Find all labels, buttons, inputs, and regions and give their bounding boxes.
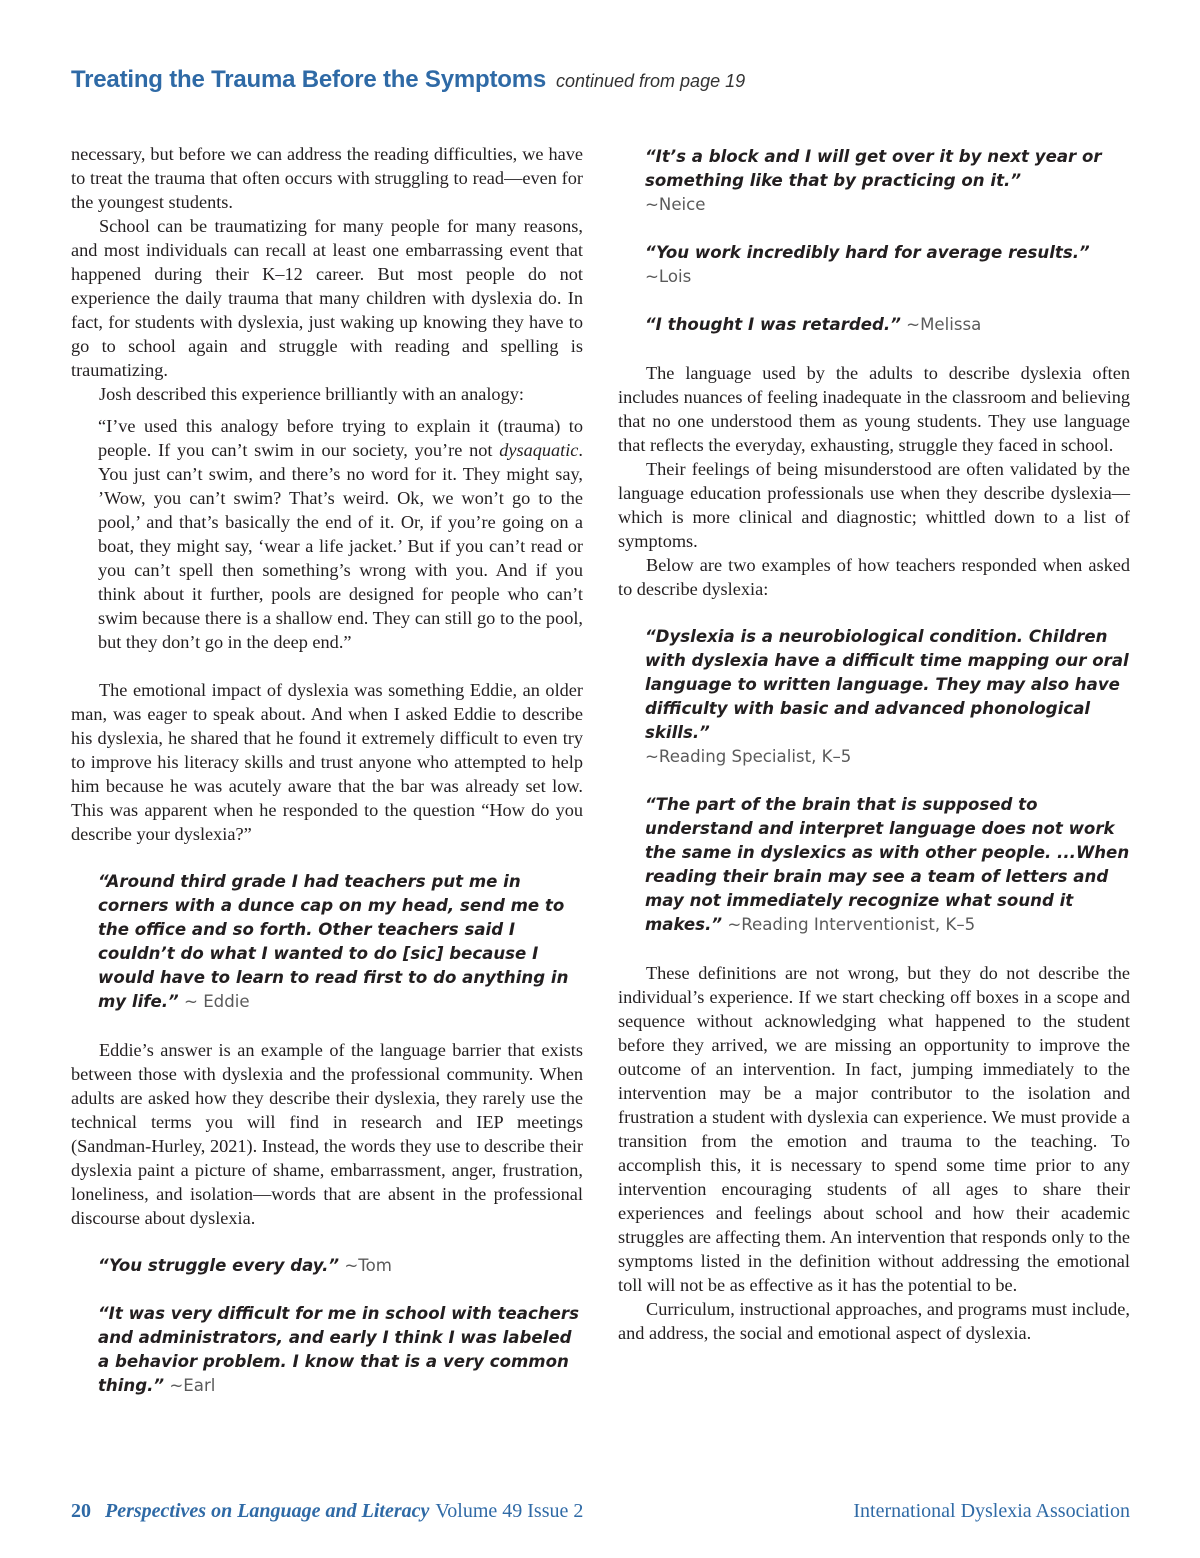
quote-attribution: ~Lois — [645, 267, 692, 286]
quote-attribution: ~Tom — [344, 1256, 392, 1275]
quote-attribution: ~Neice — [645, 195, 706, 214]
quote-text: “Around third grade I had teachers put me in corners with a dunce cap on my head, send me to the office and so forth. Other teachers said I couldn’t do what I wanted to do [sic] because I would have to learn to read first to do anything in my life.” — [98, 872, 569, 1011]
quote-attribution: ~ Eddie — [184, 992, 250, 1011]
quote-attribution: ~Reading Interventionist, K–5 — [727, 915, 976, 934]
running-head — [71, 66, 745, 94]
quote-eddie — [98, 870, 583, 1014]
paragraph: Eddie’s answer is an example of the language barrier that exists between those with dyslexia and the professional community. When adults are asked how they describe their dyslexia, they rarely use the technical terms you will find in research and IEP meetings (Sandman-Hurley, 2021). Instead, the words they use to describe their dyslexia paint a picture of shame, embarrassment, anger, frustration, loneliness, and isolation—words that are absent in the professional discourse about dyslexia. — [71, 1040, 583, 1228]
block-quote-emphasis: dysaquatic — [499, 440, 579, 460]
paragraph: The emotional impact of dyslexia was something Eddie, an older man, was eager to speak about. And when I asked Eddie to describe his dyslexia, he shared that he found it extremely difficult to even try to improve his literacy skills and trust anyone who attempted to help him because he was acutely aware that the bar was already set low. This was apparent when he responded to the question “How do you describe your dyslexia?” — [71, 680, 583, 844]
josh-block-quote — [98, 414, 583, 654]
quote-neice — [645, 145, 1130, 217]
quote-text: “It was very difficult for me in school with teachers and administrators, and early I think I was labeled a behavior problem. I know that is a very common thing.” — [98, 1304, 579, 1395]
right-column — [618, 142, 1130, 1345]
quote-reading-interventionist — [645, 793, 1130, 937]
volume-issue: Volume 49 Issue 2 — [435, 1500, 584, 1522]
paragraph: necessary, but before we can address the reading difficulties, we have to treat the trauma that often occurs with struggling to read—even for the youngest students. — [71, 144, 583, 212]
page-footer — [71, 1500, 1130, 1526]
quote-text: “I thought I was retarded.” — [645, 315, 901, 334]
quote-attribution: ~Earl — [169, 1376, 216, 1395]
quote-attribution: ~Reading Specialist, K–5 — [645, 747, 852, 766]
quote-earl — [98, 1302, 583, 1398]
quote-text: “It’s a block and I will get over it by next year or something like that by practicing on it.” — [645, 147, 1102, 190]
paragraph: Curriculum, instructional approaches, and programs must include, and address, the social and emotional aspect of dyslexia. — [618, 1299, 1130, 1343]
quote-melissa — [645, 313, 1130, 337]
quote-text: “You work incredibly hard for average results.” — [645, 243, 1090, 262]
paragraph: Josh described this experience brilliantly with an analogy: — [99, 384, 524, 404]
continued-note: continued from page 19 — [555, 71, 746, 91]
paragraph: Below are two examples of how teachers responded when asked to describe dyslexia: — [618, 555, 1130, 599]
block-quote-text: “I’ve used this analogy before trying to explain it (trauma) to people. If you can’t swim in our society, you’re not — [98, 416, 583, 460]
page-number: 20 — [71, 1500, 91, 1522]
quote-reading-specialist — [645, 625, 1130, 769]
publication-name: Perspectives on Language and Literacy — [105, 1500, 430, 1522]
paragraph: Their feelings of being misunderstood are often validated by the language education professionals use when they describe dyslexia—which is more clinical and diagnostic; whittled down to a list of symptoms. — [618, 459, 1130, 551]
organization-name: International Dyslexia Association — [853, 1500, 1130, 1522]
left-column — [71, 142, 583, 1398]
paragraph: The language used by the adults to describe dyslexia often includes nuances of feeling inadequate in the classroom and believing that no one understood them as young students. They use language that reflects the everyday, exhausting, struggle they faced in school. — [618, 363, 1130, 455]
paragraph: School can be traumatizing for many people for many reasons, and most individuals can recall at least one embarrassing event that happened during their K–12 career. But most people do not experience the daily trauma that many children with dyslexia do. In fact, for students with dyslexia, just waking up knowing they have to go to school again and struggle with reading and spelling is traumatizing. — [71, 216, 583, 380]
quote-lois — [645, 241, 1130, 289]
quote-text: “The part of the brain that is supposed to understand and interpret language does not work the same in dyslexics as with other people. ...When reading their brain may see a team of letters and may not immediately recognize what sound it makes.” — [645, 795, 1130, 934]
quote-tom — [98, 1254, 583, 1278]
quote-text: “Dyslexia is a neurobiological condition. Children with dyslexia have a difficult time mapping our oral language to written language. They may also have difficulty with basic and advanced phonological skills.” — [645, 627, 1129, 742]
quote-text: “You struggle every day.” — [98, 1256, 340, 1275]
article-title: Treating the Trauma Before the Symptoms — [71, 66, 546, 93]
paragraph: These definitions are not wrong, but they do not describe the individual’s experience. If we start checking off boxes in a scope and sequence without acknowledging what happened to the student before they arrived, we are missing an opportunity to improve the outcome of an intervention. In fact, jumping immediately to the intervention may be a major contributor to the isolation and frustration a student with dyslexia can experience. We must provide a transition from the emotion and trauma to the teaching. To accomplish this, it is necessary to spend some time prior to any intervention encouraging students of all ages to share their experiences and feelings about school and how their academic struggles are affecting them. An intervention that responds only to the symptoms listed in the definition without addressing the emotional toll will not be as effective as it has the potential to be. — [618, 963, 1130, 1295]
quote-attribution: ~Melissa — [906, 315, 982, 334]
block-quote-text: . You just can’t swim, and there’s no word for it. They might say, ’Wow, you can’t swim? That’s weird. Ok, we won’t go to the pool,’ and that’s basically the end of it. Or, if you’re going on a boat, they might say, ‘wear a life jacket.’ But if you can’t read or you can’t spell then something’s wrong with you. And if you think about it further, pools are designed for people who can’t swim because there is a shallow end. They can still go to the pool, but they don’t go in the deep end.” — [98, 440, 583, 652]
